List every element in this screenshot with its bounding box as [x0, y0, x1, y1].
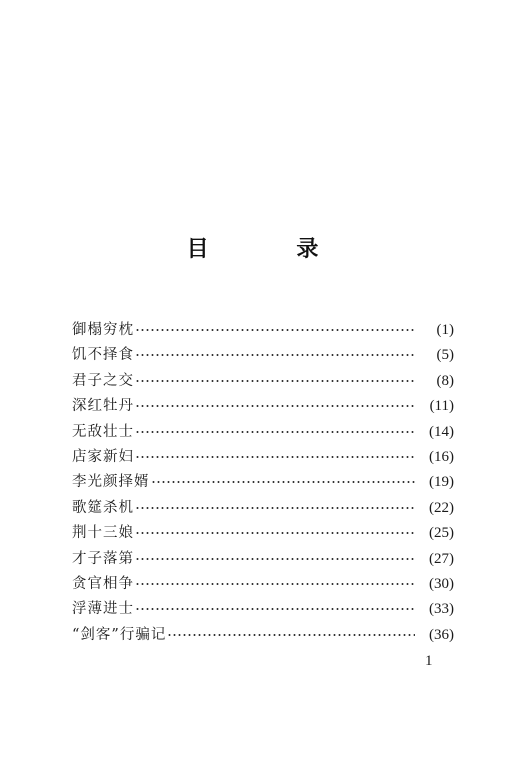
toc-entry[interactable]: [72, 445, 454, 470]
toc-entry-page: (11): [429, 398, 454, 415]
toc-entry[interactable]: [72, 623, 454, 648]
toc-entry-title: 贪官相争: [72, 575, 134, 592]
toc-entry-page: (5): [436, 347, 454, 364]
toc-entry[interactable]: [72, 369, 454, 394]
toc-entry-title: 深红牡丹: [72, 398, 134, 415]
dot-leader: [135, 354, 415, 356]
toc-entry-page: (16): [429, 448, 454, 465]
dot-leader: [135, 608, 415, 610]
toc-entry[interactable]: [72, 547, 454, 572]
toc-entry-page: (14): [429, 423, 454, 440]
toc-entry-page: (8): [436, 372, 454, 389]
toc-entry-page: (30): [429, 575, 454, 592]
toc-entry-title: 李光颜择婿: [72, 474, 150, 491]
toc-entry-page: (1): [436, 322, 454, 338]
dot-leader: [135, 558, 415, 560]
page-title: 目 录: [186, 237, 359, 262]
toc-entry[interactable]: [72, 572, 454, 597]
toc-entry[interactable]: [72, 470, 454, 495]
toc-entry[interactable]: [72, 318, 454, 343]
dot-leader: [135, 405, 415, 407]
toc-entry-page: (22): [429, 499, 454, 516]
toc-entry-page: (36): [429, 626, 454, 643]
toc-entry-title: 才子落第: [72, 550, 134, 567]
toc-entry[interactable]: [72, 521, 454, 546]
dot-leader: [151, 481, 416, 483]
dot-leader: [167, 634, 415, 636]
toc-entry-page: (19): [429, 474, 454, 491]
dot-leader: [135, 380, 415, 382]
dot-leader: [135, 456, 415, 458]
toc-entry[interactable]: [72, 420, 454, 445]
toc-entry-title: 歌筵杀机: [72, 499, 134, 516]
toc-entry[interactable]: [72, 343, 454, 368]
toc-entry-title: 饥不择食: [72, 347, 134, 364]
page-number: 1: [425, 653, 433, 669]
toc-entry-title: 荆十三娘: [72, 525, 134, 542]
dot-leader: [135, 532, 415, 534]
toc-entry-title: 店家新妇: [72, 448, 134, 465]
toc-entry-page: (27): [429, 550, 454, 567]
toc-entry-page: (25): [429, 525, 454, 542]
toc-entry-title: 浮薄进士: [72, 601, 134, 618]
toc-entry-title: 御榻穷枕: [72, 322, 134, 338]
toc-entry-page: (33): [429, 601, 454, 618]
toc-entry-title: 无敌壮士: [72, 423, 134, 440]
dot-leader: [135, 583, 415, 585]
table-of-contents: [72, 318, 454, 648]
toc-entry-title: 君子之交: [72, 372, 134, 389]
toc-entry[interactable]: [72, 394, 454, 419]
dot-leader: [135, 507, 415, 509]
toc-entry[interactable]: [72, 496, 454, 521]
toc-entry-title: “剑客”行骗记: [72, 626, 167, 643]
dot-leader: [135, 329, 415, 331]
toc-entry[interactable]: [72, 597, 454, 622]
dot-leader: [135, 431, 415, 433]
